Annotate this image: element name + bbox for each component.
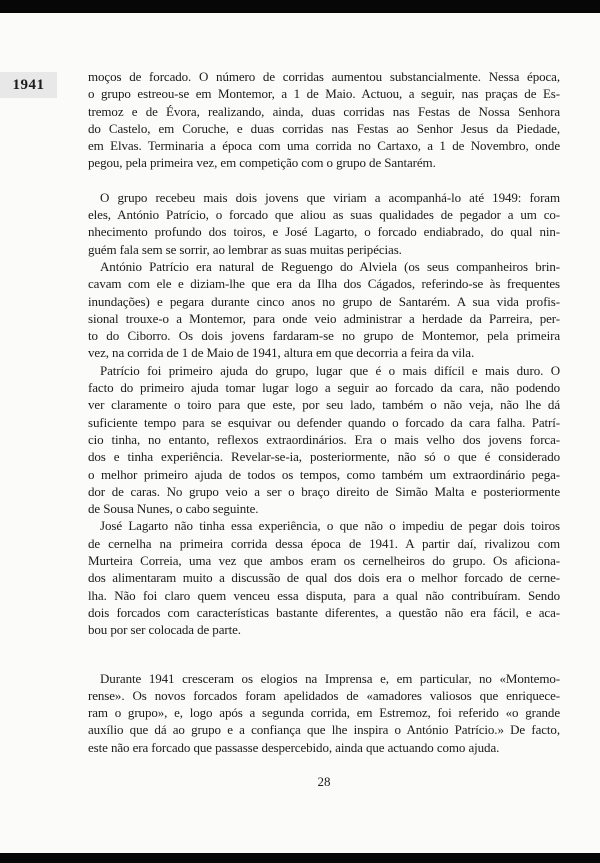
page-number: 28: [317, 774, 331, 789]
text-line: de cernelha na primeira corrida dessa época de 1941. A partir daí, rivalizou com: [88, 535, 560, 551]
text-line: Durante 1941 cresceram os elogios na Imprensa e, em particular, no «Montemo-: [100, 670, 560, 686]
text-line: António Patrício era natural de Reguengo do Alviela (os seus companheiros brin-: [100, 258, 560, 274]
text-line: auxílio que dá ao grupo e a confiança que lhe inspira o António Patrício.» De facto,: [88, 722, 560, 738]
text-line: cavam com ele e diziam-lhe que era da Ilha dos Cágados, referindo-se às frequentes: [88, 276, 560, 292]
text-line: facto do primeiro ajuda tomar lugar logo a seguir ao forcado da cara, não podendo: [88, 380, 560, 396]
text-line: dor de caras. No grupo veio a ser o braço direito de Simão Malta e posteriormente: [88, 483, 560, 499]
text-line: guém fala sem se sorrir, ao lembrar as suas muitas peripécias.: [88, 241, 402, 257]
text-line: tremoz e de Évora, realizando, ainda, duas corridas nas Festas de Nossa Senhora: [88, 103, 560, 119]
text-line: suficiente tempo para se esquivar ou defender quando o forcado da cara falha. Patrí-: [88, 414, 560, 430]
text-column: [88, 68, 560, 756]
paragraph: [88, 68, 560, 172]
text-line: lha. Não foi claro quem venceu essa disputa, para a qual não contribuíram. Sendo: [88, 587, 560, 603]
paragraph: [88, 670, 560, 756]
margin-year-label: 1941: [12, 76, 45, 93]
text-line: dos alimentaram muito a discussão de qual dos dois era o melhor forcado de cerne-: [88, 570, 560, 586]
text-line: dois forcados com características bastante diferentes, a questão não era fácil, e aca-: [88, 604, 560, 620]
text-line: o grupo estreou-se em Montemor, a 1 de Maio. Actuou, a seguir, nas praças de Es-: [88, 86, 560, 102]
scan-edge-bottom: [0, 853, 600, 863]
paragraph: [88, 517, 560, 638]
text-line: vez, na corrida de 1 de Maio de 1941, altura em que decorria a feira da vila.: [88, 345, 475, 361]
text-line: em Elvas. Terminaria a época com uma corrida no Cartaxo, a 1 de Novembro, onde: [88, 138, 560, 154]
text-line: do Castelo, em Coruche, e duas corridas nas Festas ao Senhor Jesus da Piedade,: [88, 120, 560, 136]
text-line: eles, António Patrício, o forcado que aliou as suas qualidades de pegador a um co-: [88, 207, 560, 223]
margin-year-tab: [0, 72, 57, 98]
text-line: bou por ser colocada de parte.: [88, 622, 241, 638]
paragraph: [88, 258, 560, 362]
text-line: ver claramente o toiro para que este, por seu lado, também o não veja, não lhe dá: [88, 397, 560, 413]
scan-edge-top: [0, 0, 600, 13]
text-line: de Sousa Nunes, o cabo seguinte.: [88, 501, 259, 517]
text-line: Patrício foi primeiro ajuda do grupo, lugar que é o mais difícil e mais duro. O: [100, 362, 560, 378]
text-line: moços de forcado. O número de corridas aumentou substancialmente. Nessa época,: [88, 69, 560, 84]
text-line: sional trouxe-o a Montemor, para onde veio administrar a herdade da Parreira, per-: [88, 310, 560, 326]
text-line: ram o grupo», e, logo após a segunda corrida, em Estremoz, foi referido «o grande: [88, 705, 560, 721]
text-line: to do Ciborro. Os dois jovens fardaram-se no grupo de Montemor, pela primeira: [88, 328, 560, 344]
text-line: cio tinha, no entanto, reflexos extraordinários. Era o mais velho dos jovens forca-: [88, 431, 560, 447]
text-line: este não era forcado que passasse despercebido, ainda que actuando como ajuda.: [88, 739, 500, 755]
paragraph: [88, 189, 560, 258]
text-line: Murteira Correia, uma vez que ambos eram os cernelheiros do grupo. Os aficiona-: [88, 553, 560, 569]
text-line: o melhor primeiro ajuda de todos os tempos, como também um extraordinário pega-: [88, 466, 560, 482]
text-line: José Lagarto não tinha essa experiência, o que não o impediu de pegar dois toiros: [100, 518, 560, 534]
text-line: rense». Os novos forcados foram apelidados de «amadores valiosos que enriquece-: [88, 687, 560, 703]
text-line: dos e tinha experiência. Revelar-se-ia, posteriormente, não só o que é considerado: [88, 449, 560, 465]
text-line: nhecimento profundo dos toiros, e José Lagarto, o forcado endiabrado, do qual nin-: [88, 224, 560, 240]
text-line: O grupo recebeu mais dois jovens que viriam a acompanhá-lo até 1949: foram: [100, 189, 560, 205]
paragraph: [88, 362, 560, 518]
text-line: pegou, pela primeira vez, em competição com o grupo de Santarém.: [88, 155, 436, 171]
text-line: inundações) e pegara durante cinco anos no grupo de Santarém. A sua vida profis-: [88, 293, 560, 309]
